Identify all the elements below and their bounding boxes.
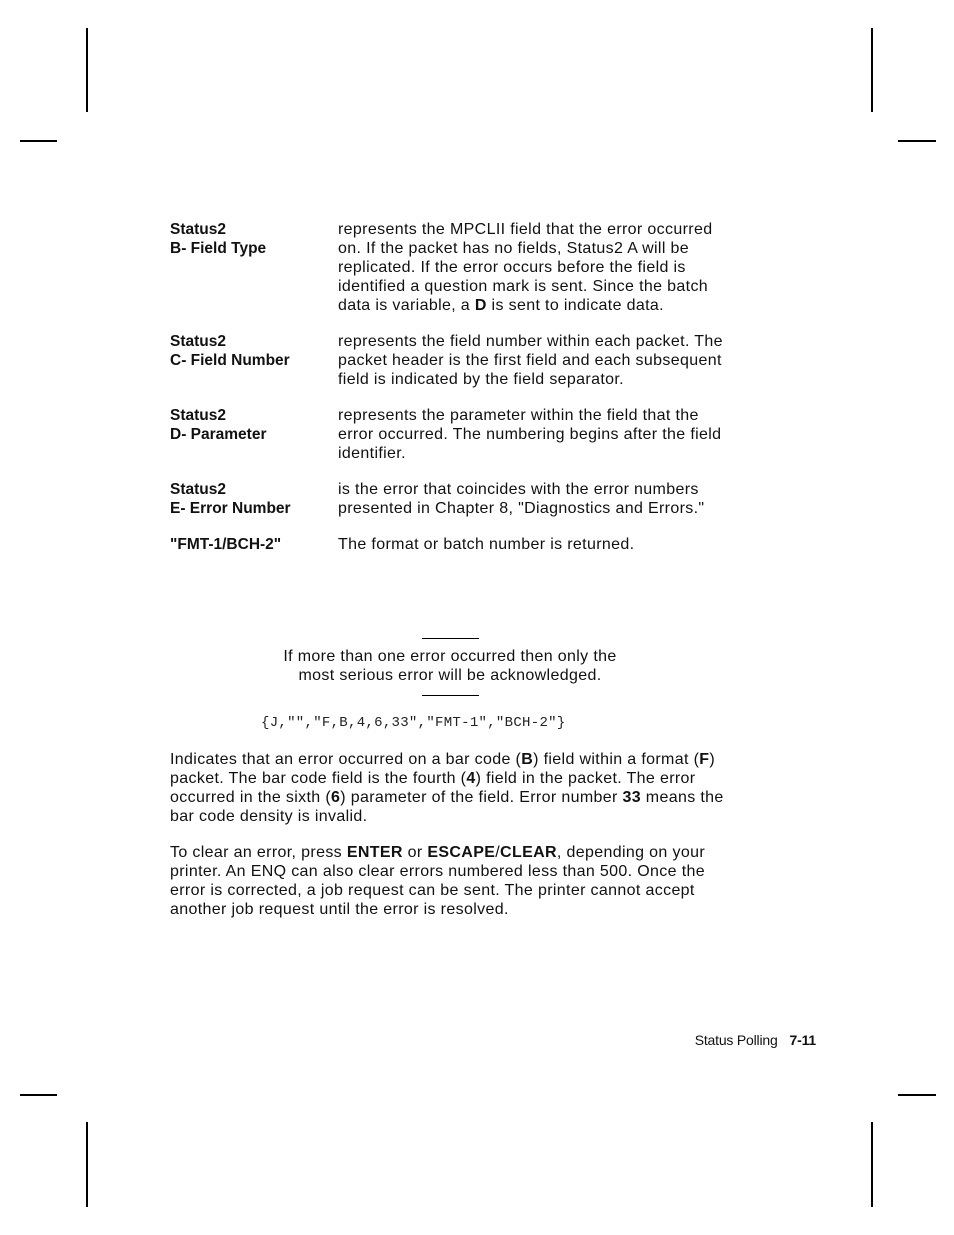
note-line: most serious error will be acknowledged. <box>298 667 602 684</box>
note <box>170 647 730 685</box>
term-line: Status2 <box>170 333 226 350</box>
term-line: Status2 <box>170 407 226 424</box>
definition-term <box>170 535 338 554</box>
para-text: To clear an error, press <box>170 844 347 861</box>
para-bold: 4 <box>466 770 476 787</box>
term-line: B- Field Type <box>170 240 267 257</box>
para-text: ) field in the packet. The error occurred in the sixth ( <box>170 770 696 806</box>
term-line: E- Error Number <box>170 500 291 517</box>
definition-description: represents the field number within each packet. The packet header is the first field and each subsequent field is indicated by the field separator. <box>338 333 723 388</box>
crop-mark <box>898 1094 936 1096</box>
desc-text: is sent to indicate data. <box>486 297 664 314</box>
desc-bold: D <box>474 297 487 314</box>
para-bold: F <box>699 751 710 768</box>
para-bold: CLEAR <box>500 844 557 861</box>
term-line: "FMT-1/BCH-2" <box>170 536 282 553</box>
crop-mark <box>86 1122 88 1207</box>
page-footer <box>695 1032 816 1048</box>
explanation-paragraph <box>170 750 735 826</box>
definition-description: is the error that coincides with the error numbers presented in Chapter 8, "Diagnostics and Errors." <box>338 481 705 517</box>
note-rule-bottom <box>422 695 479 696</box>
para-bold: 33 <box>622 789 641 806</box>
para-text: ) field within a format ( <box>533 751 700 768</box>
definition-description <box>338 220 733 315</box>
crop-mark <box>86 28 88 112</box>
page-number: 7-11 <box>789 1032 816 1048</box>
para-text: Indicates that an error occurred on a bar code ( <box>170 751 522 768</box>
crop-mark <box>871 28 873 112</box>
definition-term <box>170 220 338 315</box>
crop-mark <box>20 140 57 142</box>
para-bold: B <box>521 751 534 768</box>
note-rule-top <box>422 638 479 639</box>
definition-term <box>170 406 338 463</box>
crop-mark <box>20 1094 57 1096</box>
para-text: / <box>495 844 501 861</box>
term-line: Status2 <box>170 221 226 238</box>
para-bold: ESCAPE <box>427 844 496 861</box>
definition-list <box>170 220 740 554</box>
definition-error-number <box>170 480 740 518</box>
para-text: ) packet. The bar code field is the fourth ( <box>170 751 716 787</box>
note-line: If more than one error occurred then only the <box>283 648 617 665</box>
clear-error-paragraph <box>170 843 735 919</box>
definition-description: The format or batch number is returned. <box>338 536 635 553</box>
para-text: ) parameter of the field. Error number <box>340 789 623 806</box>
definition-term <box>170 480 338 518</box>
para-bold: ENTER <box>346 844 403 861</box>
definition-format-batch <box>170 535 740 554</box>
term-line: D- Parameter <box>170 426 267 443</box>
definition-field-number <box>170 332 740 389</box>
desc-text: represents the MPCLII field that the error occurred on. If the packet has no fields, Status2 A will be replicated. If the error occurs before the field is identified a question mark is sent. Since the batch data is variable, a <box>338 221 713 314</box>
code-example: {J,"","F,B,4,6,33","FMT-1","BCH-2"} <box>261 715 566 731</box>
crop-mark <box>898 140 936 142</box>
definition-term <box>170 332 338 389</box>
term-line: Status2 <box>170 481 226 498</box>
definition-field-type <box>170 220 740 315</box>
footer-section-title: Status Polling <box>694 1032 778 1048</box>
para-text: , depending on your printer. An ENQ can also clear errors numbered less than 500. Once the error is corrected, a job request can be sent. The printer cannot accept another job request until the error is resolved. <box>170 844 706 918</box>
para-text: means the bar code density is invalid. <box>170 789 724 825</box>
term-line: C- Field Number <box>170 352 290 369</box>
para-text: or <box>402 844 428 861</box>
para-bold: 6 <box>331 789 341 806</box>
definition-parameter <box>170 406 740 463</box>
definition-description: represents the parameter within the field that the error occurred. The numbering begins after the field identifier. <box>338 407 722 462</box>
crop-mark <box>871 1122 873 1207</box>
